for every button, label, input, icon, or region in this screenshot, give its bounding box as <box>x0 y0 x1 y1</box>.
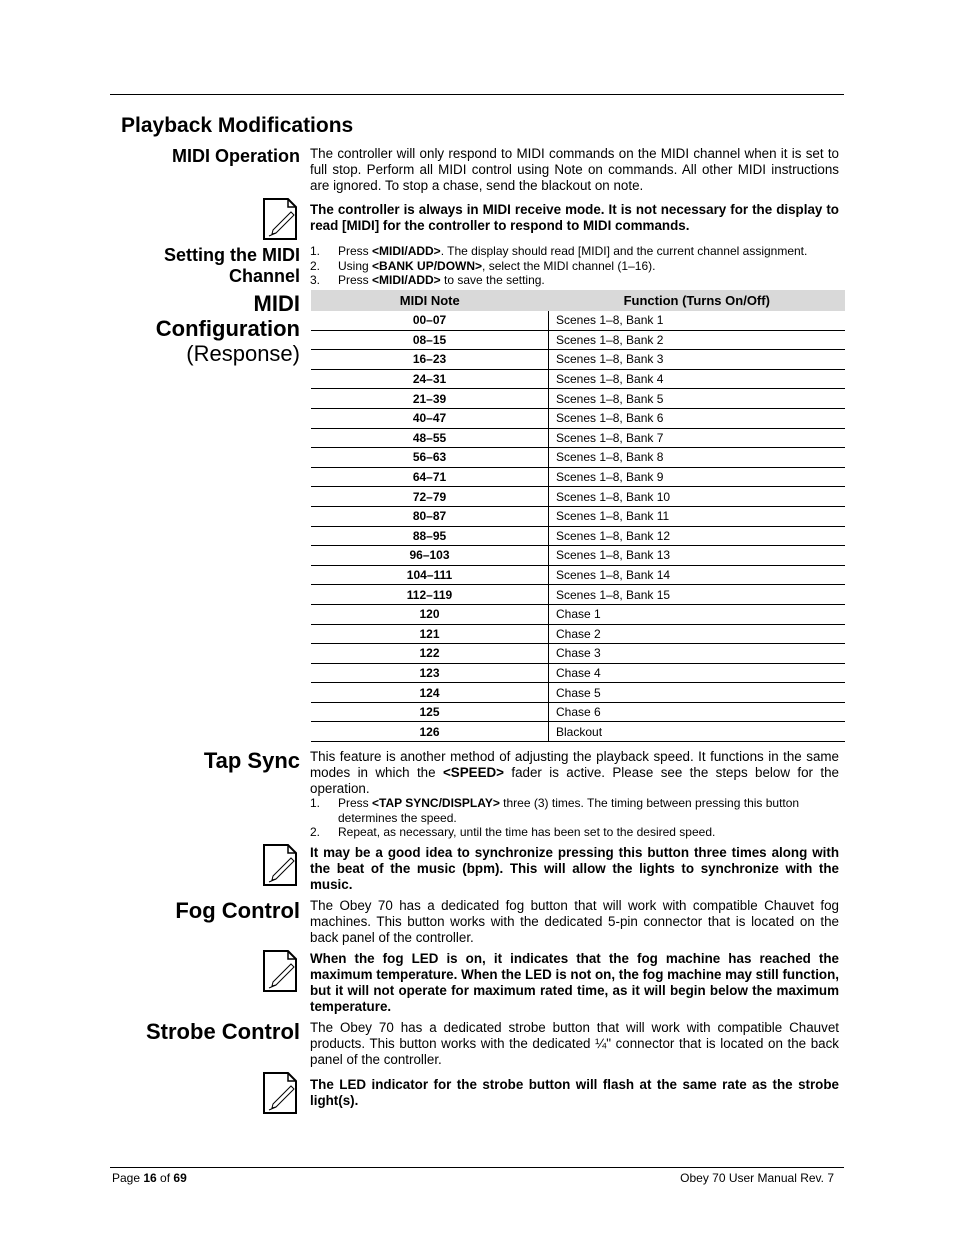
step-text: Press <box>338 244 373 258</box>
step-number: 1. <box>310 796 321 810</box>
midi-note-cell: 08–15 <box>311 330 549 350</box>
midi-note-cell: 21–39 <box>311 389 549 409</box>
step-text: Using <box>338 258 373 273</box>
midi-note-cell: 24–31 <box>311 369 549 389</box>
document-title: Obey 70 User Manual Rev. 7 <box>680 1171 834 1185</box>
note-icon <box>262 949 298 993</box>
midi-table <box>311 290 845 742</box>
function-cell: Scenes 1–8, Bank 5 <box>549 389 846 409</box>
function-cell: Scenes 1–8, Bank 4 <box>549 369 846 389</box>
table-row <box>311 448 845 468</box>
midi-operation-note: The controller is always in MIDI receive mode. It is not necessary for the display to read [MIDI] for the controller to respond to MIDI commands. <box>310 202 839 233</box>
heading-strobe-control: Strobe Control <box>146 1019 300 1044</box>
heading-fog-control: Fog Control <box>175 898 300 923</box>
table-row <box>311 683 845 703</box>
midi-operation-body: The controller will only respond to MIDI commands on the MIDI channel when it is set to full stop. Perform all MIDI control using Note on commands. All other MIDI instructions are ignored. To stop a chase, send the blackout on note. <box>310 146 839 193</box>
step-text: Repeat, as necessary, until the time has been set to the desired speed. <box>338 825 716 840</box>
list-item <box>310 825 845 840</box>
table-row <box>311 350 845 370</box>
midi-note-cell: 40–47 <box>311 408 549 428</box>
tap-sync-text: This feature is another method of adjusting the playback speed. It functions in the same modes in which the <box>310 749 839 780</box>
table-row <box>311 722 845 742</box>
table-row <box>311 369 845 389</box>
tap-sync-text: fader is active. Please see the steps below for the operation. <box>310 765 839 796</box>
table-row <box>311 428 845 448</box>
function-cell: Scenes 1–8, Bank 3 <box>549 350 846 370</box>
list-item <box>310 259 845 274</box>
function-cell: Chase 3 <box>549 644 846 664</box>
midi-table-body <box>311 311 845 742</box>
step-text: . The display should read [MIDI] and the current channel assignment. <box>440 244 808 258</box>
function-cell: Chase 2 <box>549 624 846 644</box>
midi-note-cell: 80–87 <box>311 506 549 526</box>
page-total: 69 <box>173 1171 187 1185</box>
table-row <box>311 311 845 330</box>
heading-line: Setting the MIDI <box>164 245 300 265</box>
list-item <box>310 796 845 825</box>
midi-note-cell: 123 <box>311 663 549 683</box>
tap-sync-note: It may be a good idea to synchronize pressing this button three times along with the beat of the music (bpm). This will allow the lights to synchronize with the music. <box>310 845 839 892</box>
function-cell: Scenes 1–8, Bank 1 <box>549 311 846 330</box>
list-item <box>310 244 845 259</box>
table-row <box>311 565 845 585</box>
step-text: to save the setting. <box>440 273 545 288</box>
table-row <box>311 663 845 683</box>
step-number: 1. <box>310 244 321 258</box>
table-row <box>311 604 845 624</box>
midi-note-cell: 96–103 <box>311 546 549 566</box>
table-row <box>311 624 845 644</box>
function-cell: Chase 4 <box>549 663 846 683</box>
midi-note-cell: 126 <box>311 722 549 742</box>
step-number: 3. <box>310 273 321 288</box>
setting-channel-steps <box>310 244 845 288</box>
midi-note-cell: 121 <box>311 624 549 644</box>
list-item <box>310 273 845 288</box>
heading-tap-sync: Tap Sync <box>203 748 300 773</box>
midi-note-cell: 125 <box>311 702 549 722</box>
midi-note-cell: 104–111 <box>311 565 549 585</box>
table-row <box>311 526 845 546</box>
table-row <box>311 467 845 487</box>
table-header-row <box>311 290 845 311</box>
function-cell: Scenes 1–8, Bank 9 <box>549 467 846 487</box>
midi-note-cell: 112–119 <box>311 585 549 605</box>
strobe-control-body: The Obey 70 has a dedicated strobe button that will work with compatible Chauvet products. This button works with the dedicated ¼" connector that is located on the back panel of the controller. <box>310 1020 839 1067</box>
step-text: Press <box>338 273 373 288</box>
fog-control-body: The Obey 70 has a dedicated fog button that will work with compatible Chauvet fog machines. This button works with the dedicated 5-pin connector that is located on the back panel of the controller. <box>310 898 839 945</box>
heading-line: MIDI <box>253 291 300 316</box>
table-row <box>311 487 845 507</box>
heading-midi-operation: MIDI Operation <box>171 146 300 166</box>
midi-note-cell: 48–55 <box>311 428 549 448</box>
table-row <box>311 702 845 722</box>
col-midi-note: MIDI Note <box>311 290 549 311</box>
strobe-control-note: The LED indicator for the strobe button will flash at the same rate as the strobe light(s). <box>310 1077 839 1108</box>
page-label: Page <box>112 1171 144 1185</box>
function-cell: Scenes 1–8, Bank 2 <box>549 330 846 350</box>
footer-rule <box>110 1167 844 1168</box>
midi-note-cell: 124 <box>311 683 549 703</box>
step-key: <BANK UP/DOWN> <box>372 258 483 273</box>
tap-sync-steps <box>310 796 845 840</box>
function-cell: Scenes 1–8, Bank 8 <box>549 448 846 468</box>
midi-note-cell: 56–63 <box>311 448 549 468</box>
table-row <box>311 644 845 664</box>
function-cell: Scenes 1–8, Bank 13 <box>549 546 846 566</box>
function-cell: Scenes 1–8, Bank 14 <box>549 565 846 585</box>
fog-control-note: When the fog LED is on, it indicates that the fog machine has reached the maximum temperature. When the LED is not on, the fog machine may still function, but it will not operate for maximum rated time, as it will begin below the maximum temperature. <box>310 951 839 1014</box>
step-key: <MIDI/ADD> <box>372 273 441 288</box>
function-cell: Scenes 1–8, Bank 15 <box>549 585 846 605</box>
step-key: <MIDI/ADD> <box>372 244 441 258</box>
page-title: Playback Modifications <box>121 114 354 137</box>
midi-note-cell: 122 <box>311 644 549 664</box>
heading-line: Channel <box>228 266 300 286</box>
table-row <box>311 408 845 428</box>
note-icon <box>262 843 298 887</box>
function-cell: Scenes 1–8, Bank 11 <box>549 506 846 526</box>
heading-line: Configuration <box>155 316 300 341</box>
page-current: 16 <box>143 1171 157 1185</box>
note-icon <box>262 1071 298 1115</box>
midi-note-cell: 88–95 <box>311 526 549 546</box>
header-rule <box>110 94 844 95</box>
heading-line: (Response) <box>186 341 300 366</box>
note-icon <box>262 197 298 241</box>
function-cell: Scenes 1–8, Bank 12 <box>549 526 846 546</box>
heading-setting-midi-channel <box>164 245 300 287</box>
col-function: Function (Turns On/Off) <box>549 290 846 311</box>
step-number: 2. <box>310 258 321 273</box>
tap-sync-body <box>310 749 839 797</box>
function-cell: Scenes 1–8, Bank 6 <box>549 408 846 428</box>
function-cell: Chase 1 <box>549 604 846 624</box>
function-cell: Blackout <box>549 722 846 742</box>
midi-note-cell: 120 <box>311 604 549 624</box>
table-row <box>311 585 845 605</box>
function-cell: Scenes 1–8, Bank 7 <box>549 428 846 448</box>
function-cell: Scenes 1–8, Bank 10 <box>549 487 846 507</box>
midi-note-cell: 64–71 <box>311 467 549 487</box>
step-text: three (3) times. The timing between pressing this button determines the speed. <box>338 796 800 825</box>
page-of: of <box>156 1171 174 1185</box>
page-number <box>112 1171 187 1185</box>
table-row <box>311 330 845 350</box>
midi-note-cell: 16–23 <box>311 350 549 370</box>
midi-note-cell: 72–79 <box>311 487 549 507</box>
step-key: <TAP SYNC/DISPLAY> <box>372 796 500 810</box>
table-row <box>311 506 845 526</box>
step-text: Press <box>338 796 373 810</box>
heading-midi-configuration <box>156 291 300 366</box>
step-text: , select the MIDI channel (1–16). <box>482 258 656 273</box>
function-cell: Chase 5 <box>549 683 846 703</box>
tap-sync-key: <SPEED> <box>442 765 504 780</box>
function-cell: Chase 6 <box>549 702 846 722</box>
table-row <box>311 389 845 409</box>
step-number: 2. <box>310 825 321 840</box>
table-row <box>311 546 845 566</box>
midi-note-cell: 00–07 <box>311 311 549 330</box>
